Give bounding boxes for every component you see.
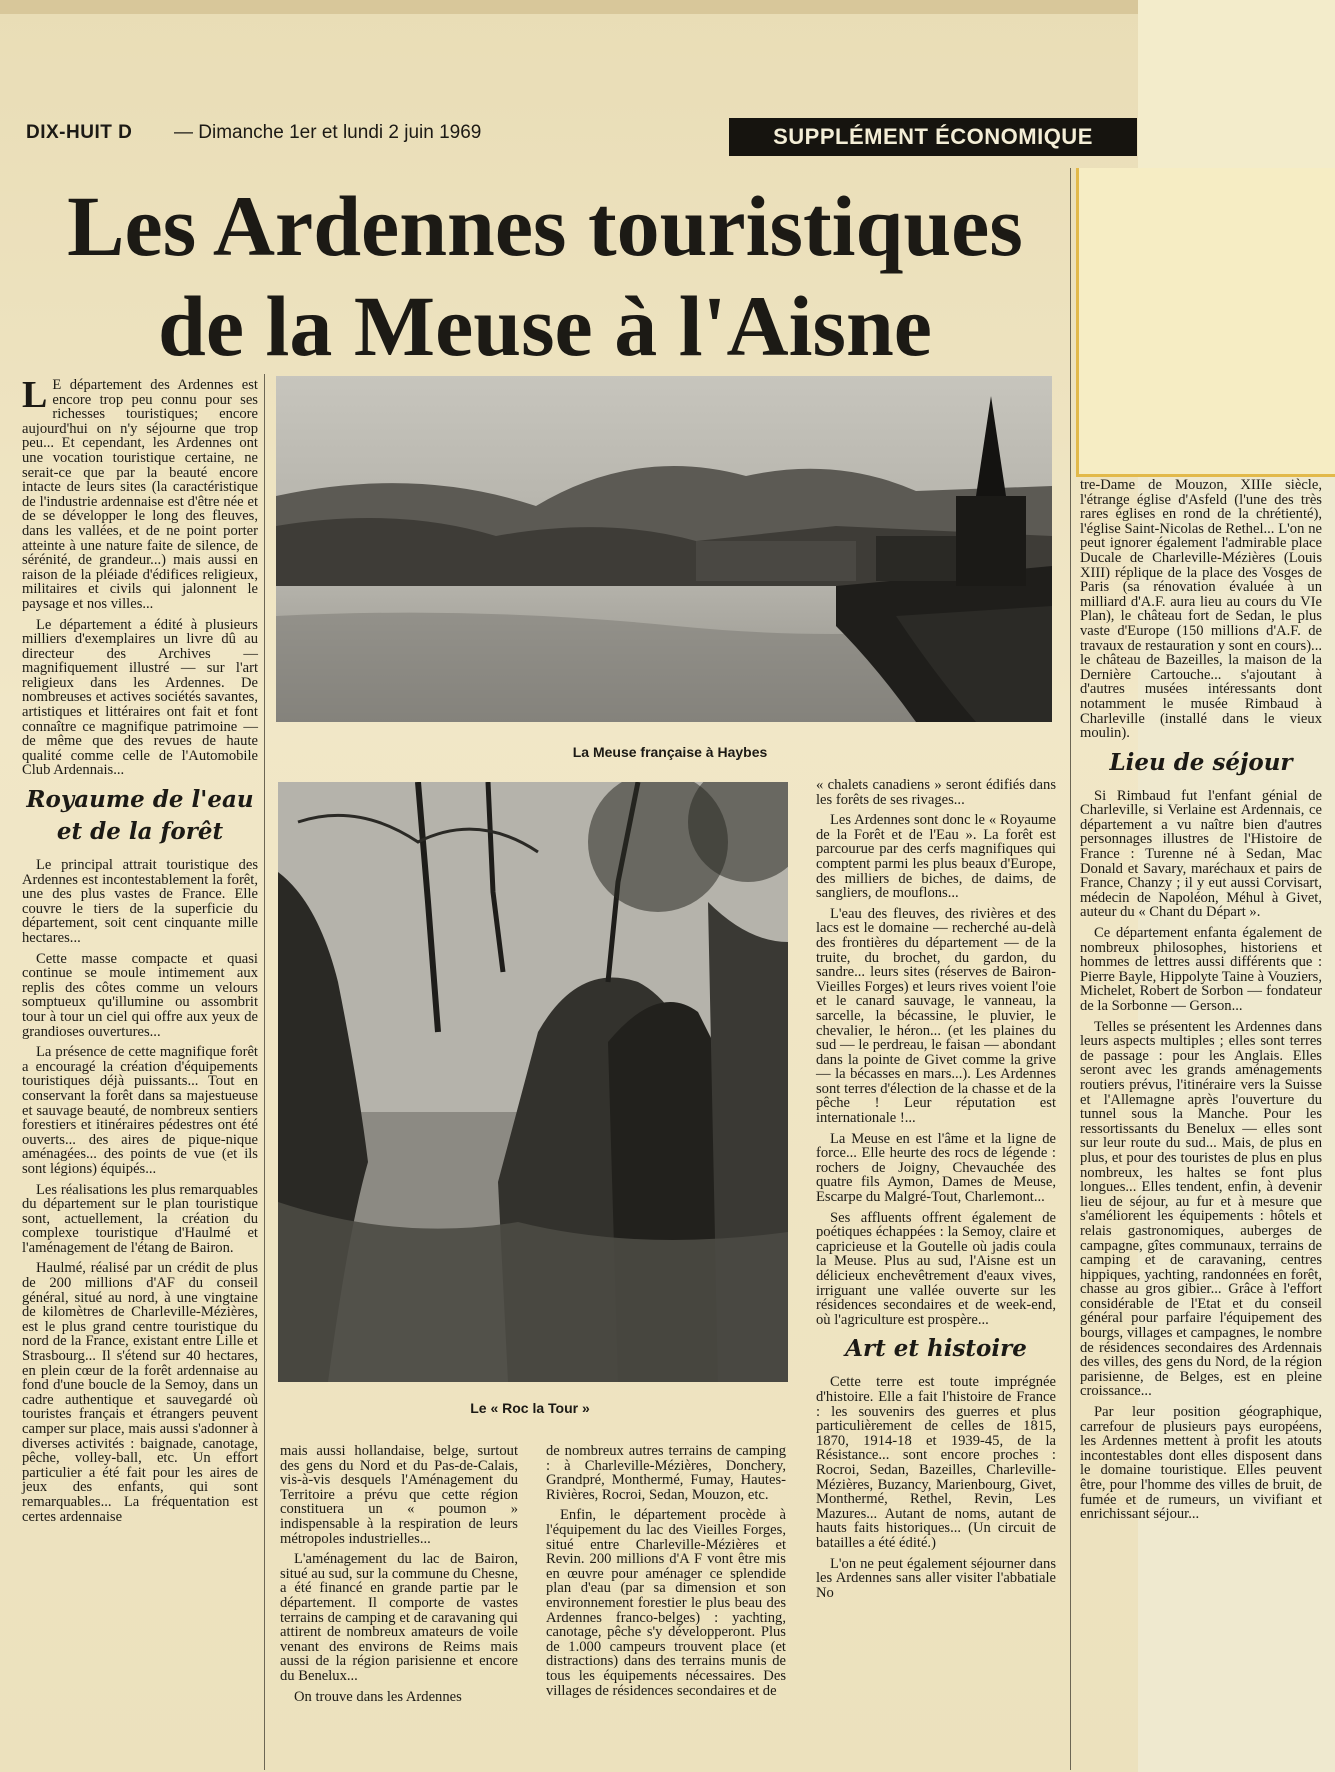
- article-column-3: [546, 1444, 786, 1704]
- article-column-5: [1080, 478, 1322, 1528]
- landscape-image: [276, 376, 1052, 722]
- paragraph: L'on ne peut également séjourner dans les Ardennes sans aller visiter l'abbatiale No: [816, 1555, 1056, 1601]
- subhead-lieu-sejour: Lieu de séjour: [1109, 748, 1293, 776]
- supplement-banner: SUPPLÉMENT ÉCONOMIQUE: [729, 118, 1137, 156]
- paragraph: Par leur position géographique, carrefour de plusieurs pays européens, les Ardennes mettent à profit les atouts incontestables dont elles disposent dans le domaine touristique. Elles peuvent être, pour l'homme des villes de bruit, de fumée et de rumeurs, un vivifiant et enrichissant séjour...: [1080, 1404, 1322, 1523]
- torn-top-edge: [0, 0, 1138, 14]
- caption-meuse: La Meuse française à Haybes: [572, 744, 768, 760]
- headline-line-2: de la Meuse à l'Aisne: [158, 278, 932, 374]
- drop-cap: L: [22, 374, 48, 416]
- issue-date: — Dimanche 1er et lundi 2 juin 1969: [174, 122, 482, 143]
- paragraph: « chalets canadiens » seront édifiés dans les forêts de ses rivages...: [816, 777, 1056, 808]
- article-column-4: [816, 778, 1056, 1606]
- paragraph: Haulmé, réalisé par un crédit de plus de 200 millions d'AF du conseil général, situé au nord, à une vingtaine de kilomètres de Charleville-Mézières, est le plus grand centre touristique du nord de la France, existant entre Lille et Strasbourg... Il s'étend sur 40 hectares, en plein cœur de la forêt ardennaise au fond d'une boucle de la Semoy, dans un cadre authentique et sauvegardé où touristes français et étrangers peuvent camper sur place, mais aussi s'adonner à diverses activités : baignade, canotage, pêche, volley-ball, etc. Un effort particulier a été fait pour les aires de jeux des enfants, qui sont remarquables... La fréquentation est certes ardennaise: [22, 1260, 258, 1525]
- paragraph: L'aménagement du lac de Bairon, situé au sud, sur la commune du Chesne, a été financé en grande partie par le département. Il comporte de vastes terrains de camping et de caravaning qui attirent de nombreux amateurs de voile venant des environs de Reims mais aussi de la région parisienne et encore du Benelux...: [280, 1551, 518, 1684]
- paragraph: mais aussi hollandaise, belge, surtout des gens du Nord et du Pas-de-Calais, vis-à-vis desquels l'Aménagement du Territoire a prévu que cette région constituera un « poumon » indispensable à la respiration de leurs métropoles industrielles...: [280, 1443, 518, 1547]
- yellow-paper-corner: [1076, 168, 1335, 477]
- paragraph: L'eau des fleuves, des rivières et des lacs est le domaine — recherché au-delà des frontières du département — de la truite, du brochet, du gardon, du sandre... leurs sites (réserves de Bairon-Vieilles Forges) et leurs rives voient l'oie et le canard sauvage, le vanneau, la sarcelle, la bécassine, le pluvier, le chevalier, le héron... (et les plaines du sud — le perdreau, le faisan — abondant dans la pointe de Givet comme la grive — la bécasses en mars...). Les Ardennes sont terres d'élection de la chasse et de la pêche ! Leur réputation est internationale !...: [816, 905, 1056, 1127]
- paragraph: Cette masse compacte et quasi continue se moule intimement aux replis des côtes comme un velours somptueux qu'illumine ou assombrit tour à tour un ciel qui offre aux yeux de grandioses ouvertures...: [22, 950, 258, 1040]
- section-label: DIX-HUIT D: [26, 122, 133, 143]
- rock-image: [278, 782, 788, 1382]
- page-header: [26, 118, 1136, 156]
- column-rule: [1070, 168, 1071, 1770]
- paragraph: Cette terre est toute imprégnée d'histoire. Elle a fait l'histoire de France : les souvenirs des guerres et plus particulièrement de celles de 1815, 1870, 1914-18 et 1939-45, de la Résistance... sont encore proches : Rocroi, Sedan, Bazeilles, Charleville-Mézières, Buzancy, Marienbourg, Givet, Monthermé, Rethel, Revin, Les Mazures... Autant de noms, autant de hauts faits historiques... (Un circuit de batailles a été édité.): [816, 1374, 1056, 1551]
- caption-roc-la-tour: Le « Roc la Tour »: [470, 1400, 590, 1416]
- paragraph: de nombreux autres terrains de camping : à Charleville-Mézières, Donchery, Grandpré, Monthermé, Fumay, Hautes-Rivières, Rocroi, Sedan, Mouzon, etc.: [546, 1443, 786, 1503]
- paragraph: Ses affluents offrent également de poétiques échappées : la Semoy, claire et capricieuse et la Goutelle où jadis coula la Meuse. Plus au sud, l'Aisne est un délicieux enchevêtrement d'eaux vives, irriguant une vallée ouverte sur les résidences secondaires et de week-end, où l'agriculture est prospère...: [816, 1209, 1056, 1328]
- paragraph: Les réalisations les plus remarquables du département sur le plan touristique sont, actuellement, la création du complexe touristique d'Haulmé et l'aménagement de l'étang de Bairon.: [22, 1181, 258, 1256]
- paragraph: Telles se présentent les Ardennes dans leurs aspects multiples ; elles sont terres de passage : pour les Anglais. Elles seront avec les grands aménagements routiers prévus, l'itinéraire vers la Suisse et l'Allemagne après l'ouverture du tunnel sous la Manche. Pour les ressortissants du Benelux — elles sont sur leur route du sud... Mais, de plus en plus, et pour des touristes de plus en plus nombreux, les haltes se font plus longues... Elles tendent, enfin, à devenir lieu de séjour, au fur et à mesure que s'améliorent les équipements : hôtels et relais gastronomiques, auberges de campagne, gîtes communaux, terrains de camping et de caravaning, centres hippiques, yachting, randonnées en forêt, chasse au gros gibier... Grâce à l'effort considérable de l'Etat et du conseil général pour parfaire l'équipement des bourgs, villages et campagnes, le nombre de résidences secondaires des Ardennais des villes, des gens du Nord, de la région parisienne, de Belges, est en pleine croissance...: [1080, 1018, 1322, 1400]
- paragraph: tre-Dame de Mouzon, XIIIe siècle, l'étrange église d'Asfeld (l'une des très rares églises en rond de la chrétienté), l'église Saint-Nicolas de Rethel... L'on ne peut ignorer également l'admirable place Ducale de Charleville-Mézières (Louis XIII) réplique de la place des Vosges de Paris (sa rénovation évaluée à un milliard d'A.F. aura lieu au cours du VIe Plan), le château fort de Sedan, le plus vaste d'Europe (150 millions d'A.F. de travaux de restauration y sont en cours)... le château de Bazeilles, la maison de la Dernière Cartouche... s'ajoutant à d'autres musées intéressants dont notamment le musée Rimbaud à Charleville (installé dans le vieux moulin).: [1080, 477, 1322, 742]
- headline: [20, 176, 1070, 376]
- background-strip: [1138, 0, 1335, 168]
- paragraph: Si Rimbaud fut l'enfant génial de Charleville, si Verlaine est Ardennais, ce département a vu naître bien d'autres personnages illustres de l'Histoire de France : Turenne né à Sedan, Mac Donald et Savary, maréchaux et pairs de France, Chanzy ; il y eut aussi Corvisart, médecin de Napoléon, Méhul à Givet, auteur du « Chant du Départ ».: [1080, 787, 1322, 921]
- paragraph: Enfin, le département procède à l'équipement du lac des Vieilles Forges, situé entre Charleville-Mézières et Revin. 200 millions d'A F vont être mis en œuvre pour aménager ce splendide plan d'eau (par sa dimension et son environnement forestier le plus beau des Ardennes franco-belges) : yachting, canotage, pêche s'y développeront. Plus de 1.000 campeurs trouvent place (et distractions) dans des terrains munis de tous les équipements nécessaires. Des villages de résidences secondaires et de: [546, 1507, 786, 1699]
- paragraph: Le département a édité à plusieurs milliers d'exemplaires un livre dû au directeur des Archives — magnifiquement illustré — sur l'art religieux dans les Ardennes. De nombreuses et actives sociétés savantes, artistiques et littéraires ont fait et font connaître ce magnifique patrimoine — de même que des revues de haute qualité comme celle de l'Automobile Club Ardennais...: [22, 616, 258, 779]
- paragraph: La présence de cette magnifique forêt a encouragé la création d'équipements touristiques déjà puissants... Tout en conservant la forêt dans sa majestueuse et sauvage beauté, de nombreux sentiers forestiers et itinéraires pédestres ont été ouverts... des aires de pique-nique aménagées... des points de vue (et ils sont légions) équipés...: [22, 1044, 258, 1177]
- paragraph: On trouve dans les Ardennes: [294, 1688, 462, 1705]
- article-column-2: [280, 1444, 518, 1710]
- paragraph: La Meuse en est l'âme et la ligne de force... Elle heurte des rocs de légende : rochers de Joigny, Chevauchée des quatre fils Aymon, Dames de Meuse, Escarpe du Malgré-Tout, Charlemont...: [816, 1130, 1056, 1206]
- paragraph: Les Ardennes sont donc le « Royaume de la Forêt et de l'Eau ». La forêt est parcourue par des cerfs magnifiques qui comptent parmi les plus beaux d'Europe, des milliers de biches, de daims, de sangliers, de mouflons...: [816, 812, 1056, 902]
- article-column-1: [22, 374, 258, 1530]
- paragraph: L E département des Ardennes est encore trop peu connu pour ses richesses touristiques; encore aujourd'hui on n'y séjourne que trop peu... Et cependant, les Ardennes ont une vocation touristique certaine, ne serait-ce que par la beauté encore intacte de leurs sites (la caractéristique de l'industrie ardennaise est d'être née et de se développer le long des fleuves, dans les vallées, et de ne point porter atteinte à une nature faite de silence, de sérénité, de grandeur...) mais aussi en raison de la pléiade d'édifices religieux, militaires et civils qui jalonnent le paysage et nos villes...: [22, 374, 258, 612]
- photo-meuse-haybes: [276, 376, 1052, 722]
- subhead-royaume: Royaume de l'eau et de la forêt: [26, 786, 254, 846]
- photo-roc-la-tour: [278, 782, 788, 1382]
- paragraph: Le principal attrait touristique des Ardennes est incontestablement la forêt, une des plus vastes de France. Elle couvre le tiers de la superficie du département, soit cent cinquante mille hectares...: [22, 857, 258, 946]
- headline-line-1: Les Ardennes touristiques: [67, 178, 1023, 274]
- paragraph: Ce département enfanta également de nombreux philosophes, historiens et hommes de lettres aussi différents que : Pierre Bayle, Hippolyte Taine à Vouziers, Michelet, Robert de Sorbon — fondateur de la Sorbonne — Gerson...: [1080, 925, 1322, 1014]
- column-rule: [264, 374, 265, 1770]
- subhead-art-histoire: Art et histoire: [845, 1335, 1027, 1363]
